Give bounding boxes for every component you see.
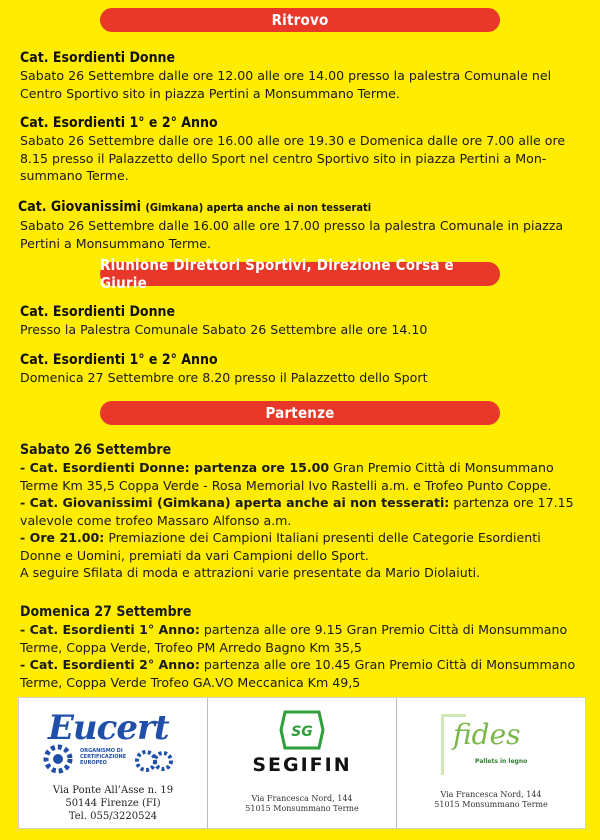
partenze-day-sabato [20, 441, 585, 582]
address-line: Via Francesca Nord, 144 [251, 794, 353, 803]
section-banner-ritrovo [100, 8, 500, 32]
category-title [18, 198, 583, 217]
ritrovo-entry-esordienti-donne [20, 49, 585, 102]
category-title: Cat. Esordienti Donne [20, 50, 176, 66]
start-line [20, 621, 585, 639]
riunione-entry-esordienti-donne [20, 303, 585, 339]
start-line: valevole come trofeo Massaro Alfonso a.m. [20, 512, 292, 528]
gear-icon [38, 742, 78, 776]
start-label: - Ore 21.00: [20, 530, 105, 545]
start-detail: partenza ore 17.15 [449, 495, 574, 510]
entry-text: Sabato 26 Settembre dalle 16.00 alle ore 17.00 presso la palestra Comunale in piazza [20, 218, 564, 233]
entry-text: Centro Sportivo sito in piazza Pertini a Monsummano Terme. [20, 85, 400, 101]
sponsor-address [245, 794, 358, 814]
riunione-entry-esordienti-1-2 [20, 351, 585, 387]
entry-text: Pertini a Monsummano Terme. [20, 235, 212, 251]
address-line: 50144 Firenze (FI) [65, 798, 161, 809]
start-label: - Cat. Giovanissimi (Gimkana) aperta anche ai non tesserati: [20, 495, 450, 510]
entry-text: Domenica 27 Settembre ore 8.20 presso il Palazzetto dello Sport [20, 370, 428, 385]
ritrovo-entry-giovanissimi [18, 198, 583, 252]
start-detail: Gran Premio Città di Monsummano [329, 460, 554, 475]
start-line: A seguire Sfilata di moda e attrazioni varie presentate da Mario Diolaiuti. [20, 565, 481, 580]
start-label: - Cat. Esordienti 2° Anno: [20, 657, 200, 672]
sponsor-fides [397, 698, 585, 828]
address-line: 51015 Monsummano Terme [434, 800, 548, 809]
start-detail: partenza alle ore 10.45 Gran Premio Città di Monsummano [199, 657, 576, 672]
day-title: Sabato 26 Settembre [20, 442, 172, 458]
category-title: Cat. Esordienti 1° e 2° Anno [20, 352, 218, 368]
sponsor-segifin [208, 698, 397, 828]
start-line [20, 459, 585, 477]
entry-text: Presso la Palestra Comunale Sabato 26 Settembre alle ore 14.10 [20, 322, 428, 337]
eucert-wordmark: Eucert [48, 708, 169, 748]
segifin-wordmark: SEGIFIN [252, 754, 352, 776]
section-title: Ritrovo [271, 11, 329, 29]
entry-text: summano Terme. [20, 168, 129, 183]
start-label: - Cat. Esordienti Donne: partenza ore 15.00 [20, 460, 330, 475]
start-line [20, 529, 585, 547]
section-title: Riunione Direttori Sportivi, Direzione Corsa e Giurie [100, 256, 454, 292]
entry-text: 8.15 presso il Palazzetto dello Sport nel centro Sportivo sito in piazza Pertini a Mon- [20, 150, 547, 166]
sponsor-address [434, 790, 547, 810]
entry-text: Sabato 26 Settembre dalle ore 16.00 alle ore 19.30 e Domenica dalle ore 7.00 alle ore [20, 133, 566, 148]
ritrovo-entry-esordienti-1-2 [20, 114, 585, 185]
day-title: Domenica 27 Settembre [20, 604, 192, 620]
phone-number: Tel. 055/3220524 [68, 811, 158, 822]
fides-tagline: Pallets in legno [475, 758, 528, 765]
address-line: 51015 Monsummano Terme [245, 804, 359, 813]
start-line: Donne e Uomini, premiati da vari Campioni dello Sport. [20, 547, 369, 563]
start-label: - Cat. Esordienti 1° Anno: [20, 622, 200, 637]
start-detail: Premiazione dei Campioni Italiani presenti delle Categorie Esordienti [104, 530, 541, 545]
start-line [20, 656, 585, 674]
category-title: Cat. Esordienti Donne [20, 304, 176, 320]
eucert-logo [38, 706, 188, 778]
address-line: Via Ponte All’Asse n. 19 [52, 785, 174, 796]
entry-text: Sabato 26 Settembre dalle ore 12.00 alle ore 14.00 presso la palestra Comunale nel [20, 68, 552, 83]
category-name: Cat. Giovanissimi [18, 199, 141, 215]
category-title: Cat. Esordienti 1° e 2° Anno [20, 115, 218, 131]
start-detail: partenza alle ore 9.15 Gran Premio Città di Monsummano [199, 622, 568, 637]
sponsor-address [53, 784, 173, 823]
section-banner-partenze [100, 401, 500, 425]
section-title: Partenze [265, 404, 335, 422]
segifin-mark-icon [279, 708, 325, 752]
segifin-mark-text: SG [291, 724, 313, 740]
start-line: Terme Km 35,5 Coppa Verde - Rosa Memorial Ivo Rastelli a.m. e Trofeo Punto Coppe. [20, 477, 552, 493]
address-line: Via Francesca Nord, 144 [440, 790, 542, 799]
partenze-day-domenica [20, 603, 585, 691]
start-line: Terme, Coppa Verde, Trofeo PM Arredo Bagno Km 35,5 [20, 639, 362, 655]
category-note: (Gimkana) aperta anche ai non tesserati [145, 201, 372, 214]
eucert-tagline: ORGANISMO DI CERTIFICAZIONE EUROPEO [80, 748, 127, 766]
start-line [20, 494, 585, 512]
start-line: Terme, Coppa Verde Trofeo GA.VO Meccanica Km 49,5 [20, 674, 361, 690]
gear-icon [134, 746, 174, 776]
fides-logo [431, 710, 551, 782]
fides-wordmark: fides [453, 718, 521, 751]
section-banner-riunione [100, 256, 500, 292]
sponsor-bar [18, 697, 586, 829]
sponsor-eucert [19, 698, 208, 828]
